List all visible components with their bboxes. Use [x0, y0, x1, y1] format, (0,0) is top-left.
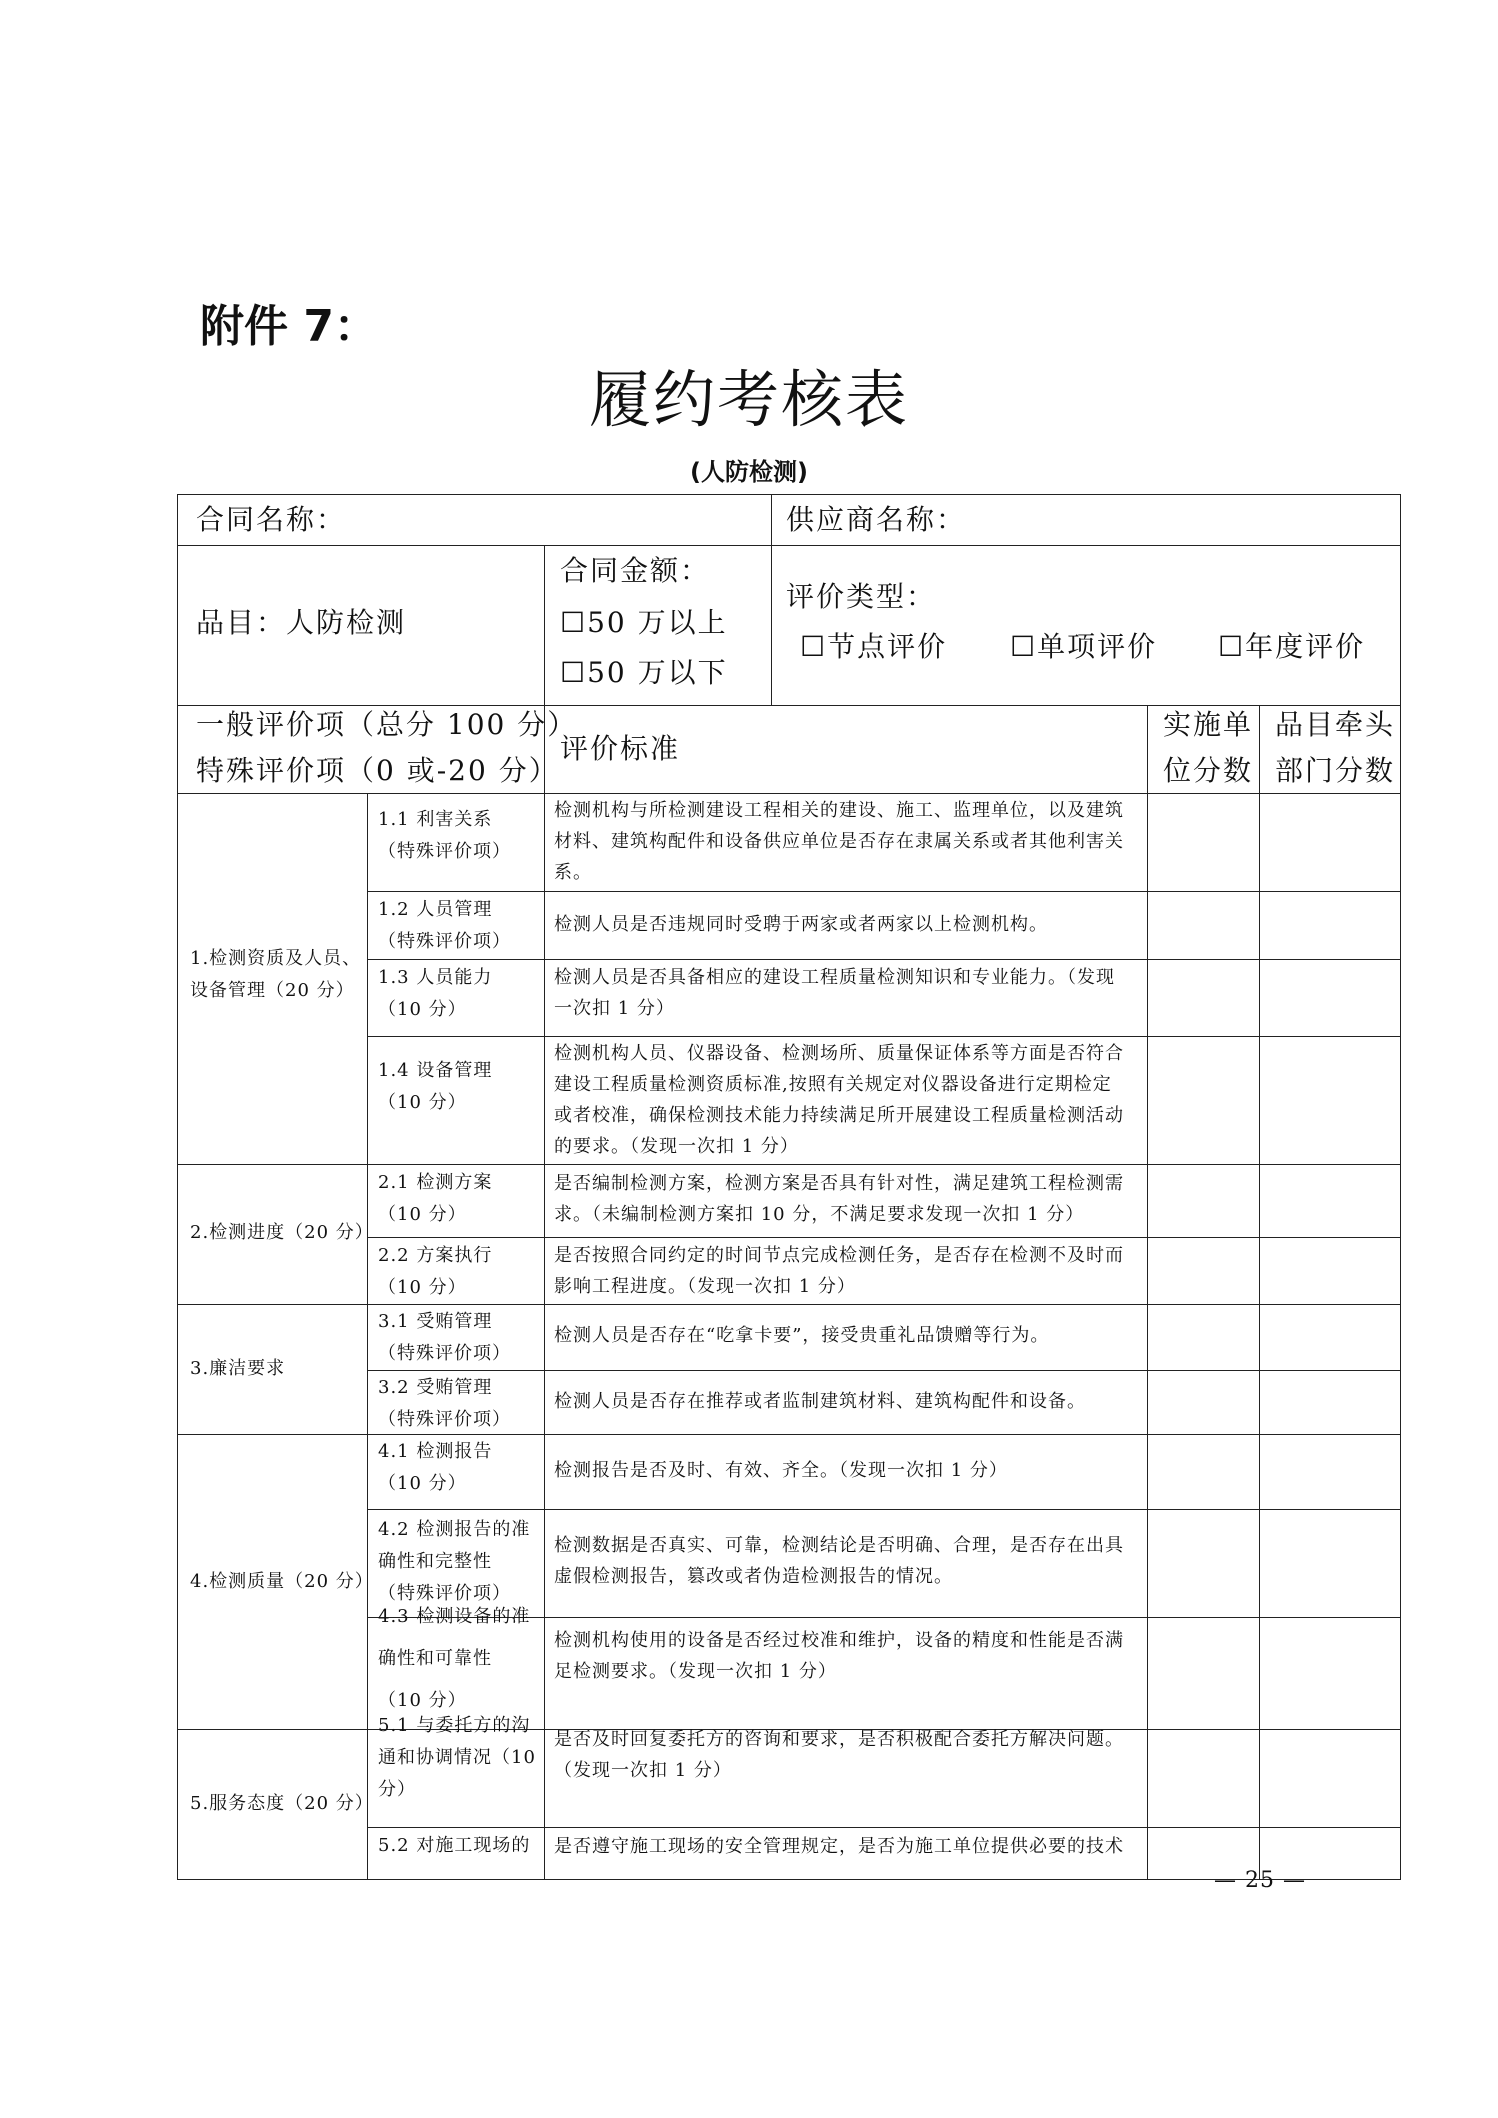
criteria-2-1: 是否编制检测方案，检测方案是否具有针对性，满足建筑工程检测需 求。（未编制检测方案扣 10 分，不满足要求发现一次扣 1 分） [554, 1173, 1124, 1225]
category-2: 2.检测进度（20 分） [190, 1222, 374, 1243]
page-subtitle: (人防检测) [690, 458, 808, 486]
impl-score-header-1: 实施单 [1163, 708, 1254, 741]
table-line [367, 1370, 1401, 1371]
table-line [177, 1434, 1401, 1435]
criteria-3-1: 检测人员是否存在“吃拿卡要”，接受贵重礼品馈赠等行为。 [554, 1325, 1050, 1346]
amount-option-under-50[interactable]: ☐50 万以下 [560, 656, 728, 689]
item-label: 品目：人防检测 [196, 606, 407, 639]
criteria-1-4: 检测机构人员、仪器设备、检测场所、质量保证体系等方面是否符合 建设工程质量检测资质标准,按照有关规定对仪器设备进行定期检定 或者校准，确保检测技术能力持续满足所开展建设工程质量检测活动 的要求。（发现一次扣 1 分） [554, 1043, 1124, 1157]
subitem-4-3: 4.3 检测设备的准 确性和可靠性 （10 分） [378, 1606, 531, 1711]
subitem-4-1: 4.1 检测报告 （10 分） [378, 1441, 493, 1494]
criteria-3-2: 检测人员是否存在推荐或者监制建筑材料、建筑构配件和设备。 [554, 1391, 1086, 1412]
subitem-1-3: 1.3 人员能力 （10 分） [378, 967, 493, 1020]
table-line [1259, 705, 1260, 1880]
supplier-name-label: 供应商名称： [786, 503, 967, 536]
subitem-3-2: 3.2 受贿管理 （特殊评价项） [378, 1377, 511, 1430]
subitem-1-4: 1.4 设备管理 （10 分） [378, 1060, 493, 1113]
criteria-4-1: 检测报告是否及时、有效、齐全。（发现一次扣 1 分） [554, 1460, 1008, 1481]
table-line [367, 1509, 1401, 1510]
criteria-5-1: 是否及时回复委托方的咨询和要求，是否积极配合委托方解决问题。 （发现一次扣 1 分） [554, 1729, 1124, 1781]
eval-type-label: 评价类型： [786, 580, 937, 613]
table-line [544, 545, 545, 705]
criteria-2-2: 是否按照合同约定的时间节点完成检测任务，是否存在检测不及时而 影响工程进度。（发现一次扣 1 分） [554, 1245, 1124, 1297]
table-line [367, 1237, 1401, 1238]
subitem-5-2: 5.2 对施工现场的 [378, 1835, 531, 1856]
contract-amount-label: 合同金额： [560, 554, 711, 587]
page-title: 履约考核表 [588, 363, 909, 436]
table-line [177, 1304, 1401, 1305]
table-line [544, 705, 545, 1880]
table-line [367, 793, 368, 1880]
category-1: 1.检测资质及人员、 设备管理（20 分） [190, 948, 362, 1001]
table-line [771, 494, 772, 705]
subitem-2-1: 2.1 检测方案 （10 分） [378, 1172, 493, 1225]
table-line [177, 1164, 1401, 1165]
dept-score-header-1: 品目牵头 [1275, 708, 1396, 741]
impl-score-header-2: 位分数 [1163, 754, 1254, 787]
table-line [367, 1827, 1401, 1828]
category-4: 4.检测质量（20 分） [190, 1571, 374, 1592]
page-number: — 25 — [1214, 1868, 1306, 1893]
subitem-5-1: 5.1 与委托方的沟 通和协调情况（10 分） [378, 1715, 536, 1800]
table-line [367, 891, 1401, 892]
dept-score-header-2: 部门分数 [1275, 754, 1396, 787]
criteria-5-2: 是否遵守施工现场的安全管理规定，是否为施工单位提供必要的技术 [554, 1836, 1124, 1857]
criteria-4-3: 检测机构使用的设备是否经过校准和维护，设备的精度和性能是否满 足检测要求。（发现一次扣 1 分） [554, 1630, 1124, 1682]
attachment-label: 附件 7： [200, 301, 378, 352]
table-line [367, 1036, 1401, 1037]
criteria-header: 评价标准 [560, 732, 681, 765]
items-header-special: 特殊评价项（0 或-20 分） [196, 754, 559, 787]
eval-option-annual[interactable]: ☐年度评价 [1218, 630, 1366, 663]
criteria-4-2: 检测数据是否真实、可靠，检测结论是否明确、合理，是否存在出具 虚假检测报告，篡改或者伪造检测报告的情况。 [554, 1535, 1124, 1587]
subitem-1-2: 1.2 人员管理 （特殊评价项） [378, 899, 511, 952]
subitem-4-2: 4.2 检测报告的准 确性和完整性 （特殊评价项） [378, 1519, 531, 1604]
subitem-3-1: 3.1 受贿管理 （特殊评价项） [378, 1311, 511, 1364]
subitem-2-2: 2.2 方案执行 （10 分） [378, 1245, 493, 1298]
category-3: 3.廉洁要求 [190, 1358, 286, 1379]
eval-option-node[interactable]: ☐节点评价 [800, 630, 948, 663]
criteria-1-3: 检测人员是否具备相应的建设工程质量检测知识和专业能力。（发现 一次扣 1 分） [554, 967, 1115, 1019]
table-line [177, 545, 1401, 546]
criteria-1-1: 检测机构与所检测建设工程相关的建设、施工、监理单位，以及建筑 材料、建筑构配件和设备供应单位是否存在隶属关系或者其他利害关 系。 [554, 800, 1124, 883]
subitem-1-1: 1.1 利害关系 （特殊评价项） [378, 809, 511, 862]
category-5: 5.服务态度（20 分） [190, 1793, 374, 1814]
amount-option-over-50[interactable]: ☐50 万以上 [560, 606, 728, 639]
table-line [367, 959, 1401, 960]
eval-option-single[interactable]: ☐单项评价 [1010, 630, 1158, 663]
table-line [1147, 705, 1148, 1880]
contract-name-label: 合同名称： [196, 503, 347, 536]
items-header-general: 一般评价项（总分 100 分） [196, 708, 578, 741]
criteria-1-2: 检测人员是否违规同时受聘于两家或者两家以上检测机构。 [554, 914, 1048, 935]
